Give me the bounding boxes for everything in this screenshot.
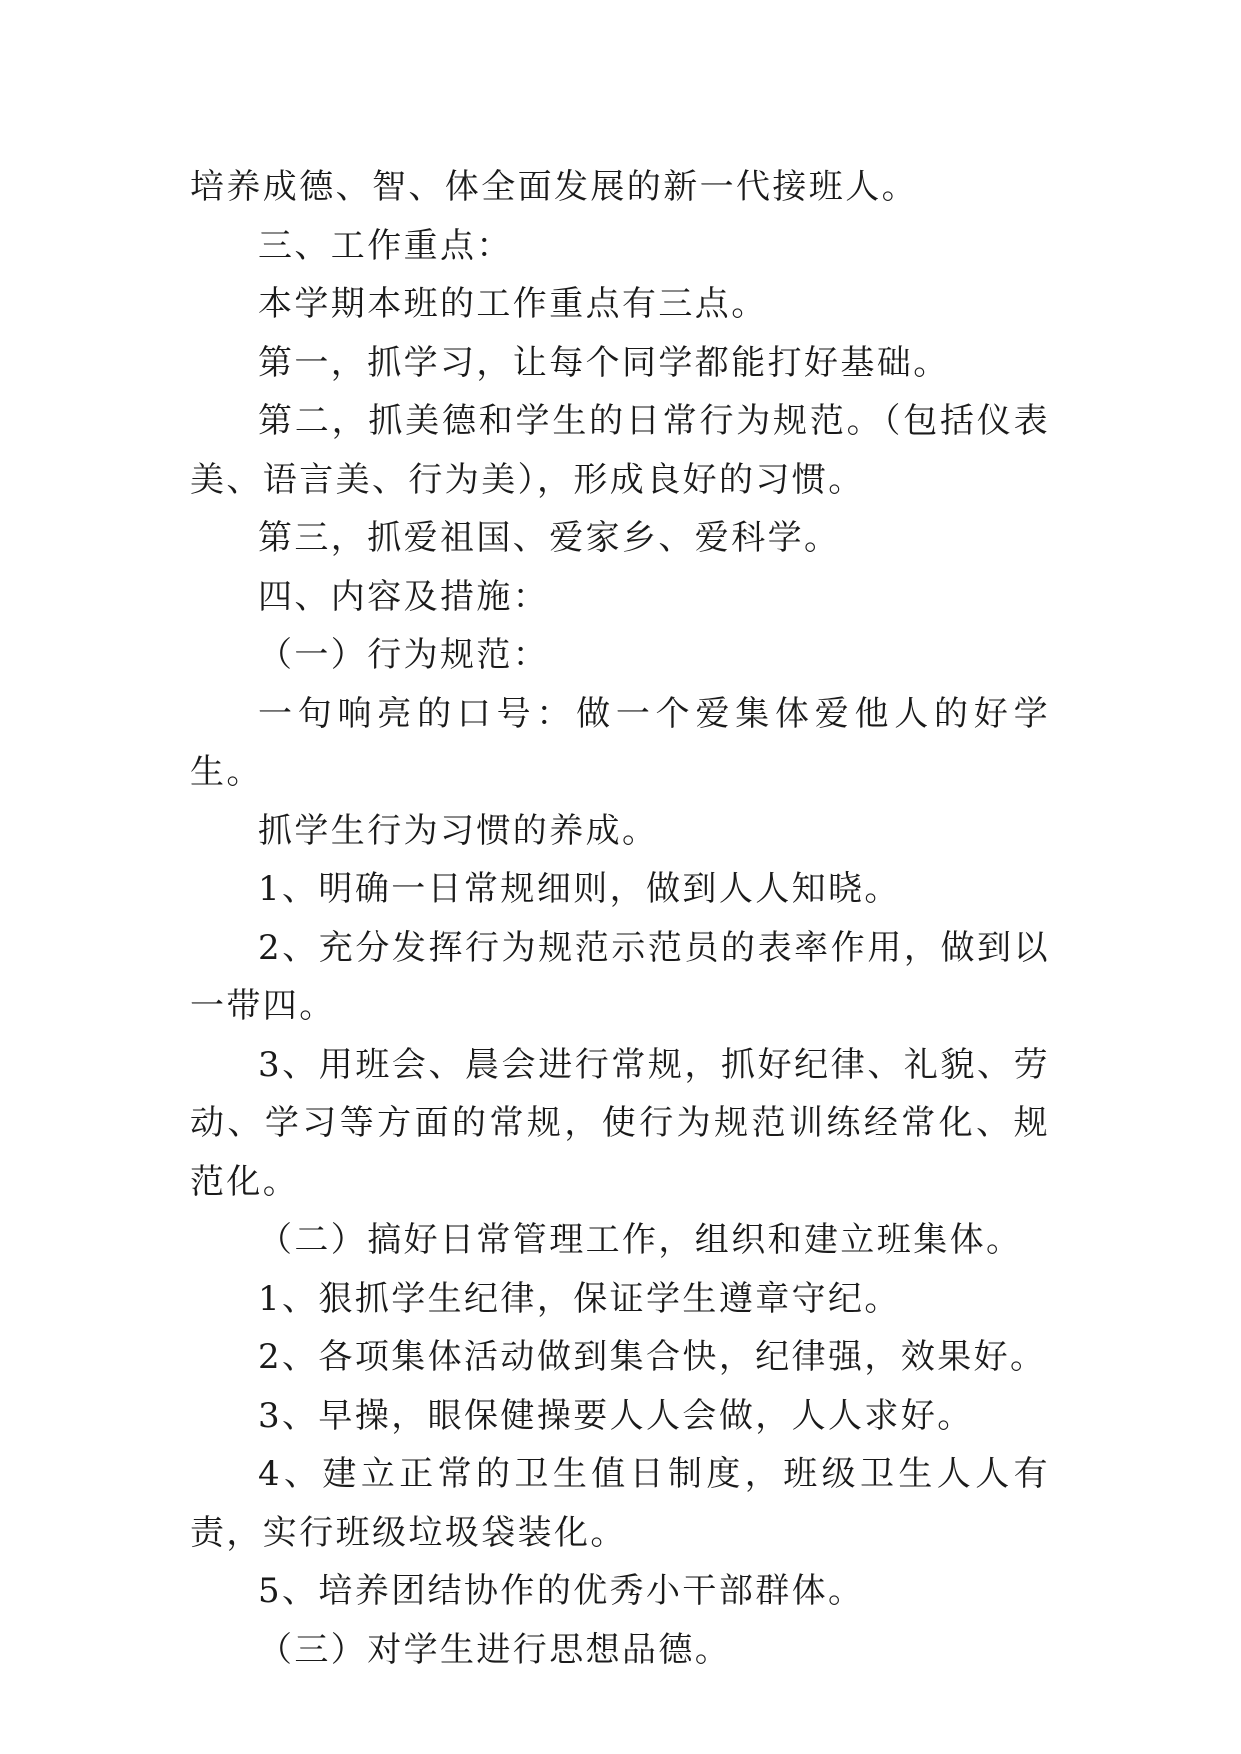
document-body — [190, 158, 1050, 1679]
subsection-heading: （三）对学生进行思想品德。 — [258, 1629, 732, 1670]
section-heading: 三、工作重点： — [258, 225, 513, 266]
paragraph: 抓学生行为习惯的养成。 — [258, 810, 659, 851]
list-item: 4、建立正常的卫生值日制度，班级卫生人人有责，实行班级垃圾袋装化。 — [190, 1454, 1050, 1553]
subsection-heading: （二）搞好日常管理工作，组织和建立班集体。 — [258, 1220, 1023, 1260]
list-item: 2、充分发挥行为规范示范员的表率作用，做到以一带四。 — [190, 927, 1050, 1026]
paragraph: 第三，抓爱祖国、爱家乡、爱科学。 — [258, 518, 841, 558]
list-item: 3、早操，眼保健操要人人会做，人人求好。 — [258, 1395, 974, 1436]
paragraph: 一句响亮的口号：做一个爱集体爱他人的好学生。 — [190, 693, 1050, 792]
paragraph: 培养成德、智、体全面发展的新一代接班人。 — [190, 167, 918, 207]
list-item: 1、明确一日常规细则，做到人人知晓。 — [258, 869, 901, 909]
list-item: 2、各项集体活动做到集合快，纪律强，效果好。 — [258, 1337, 1047, 1377]
paragraph: 本学期本班的工作重点有三点。 — [258, 284, 768, 324]
paragraph: 第一，抓学习，让每个同学都能打好基础。 — [258, 342, 950, 383]
subsection-heading: （一）行为规范： — [258, 635, 550, 675]
paragraph: 第二，抓美德和学生的日常行为规范。（包括仪表美、语言美、行为美），形成良好的习惯。 — [190, 401, 1050, 500]
section-heading: 四、内容及措施： — [258, 576, 550, 617]
list-item: 3、用班会、晨会进行常规，抓好纪律、礼貌、劳动、学习等方面的常规，使行为规范训练经常化、规范化。 — [190, 1044, 1050, 1202]
list-item: 5、培养团结协作的优秀小干部群体。 — [258, 1571, 865, 1611]
list-item: 1、狠抓学生纪律，保证学生遵章守纪。 — [258, 1278, 901, 1319]
